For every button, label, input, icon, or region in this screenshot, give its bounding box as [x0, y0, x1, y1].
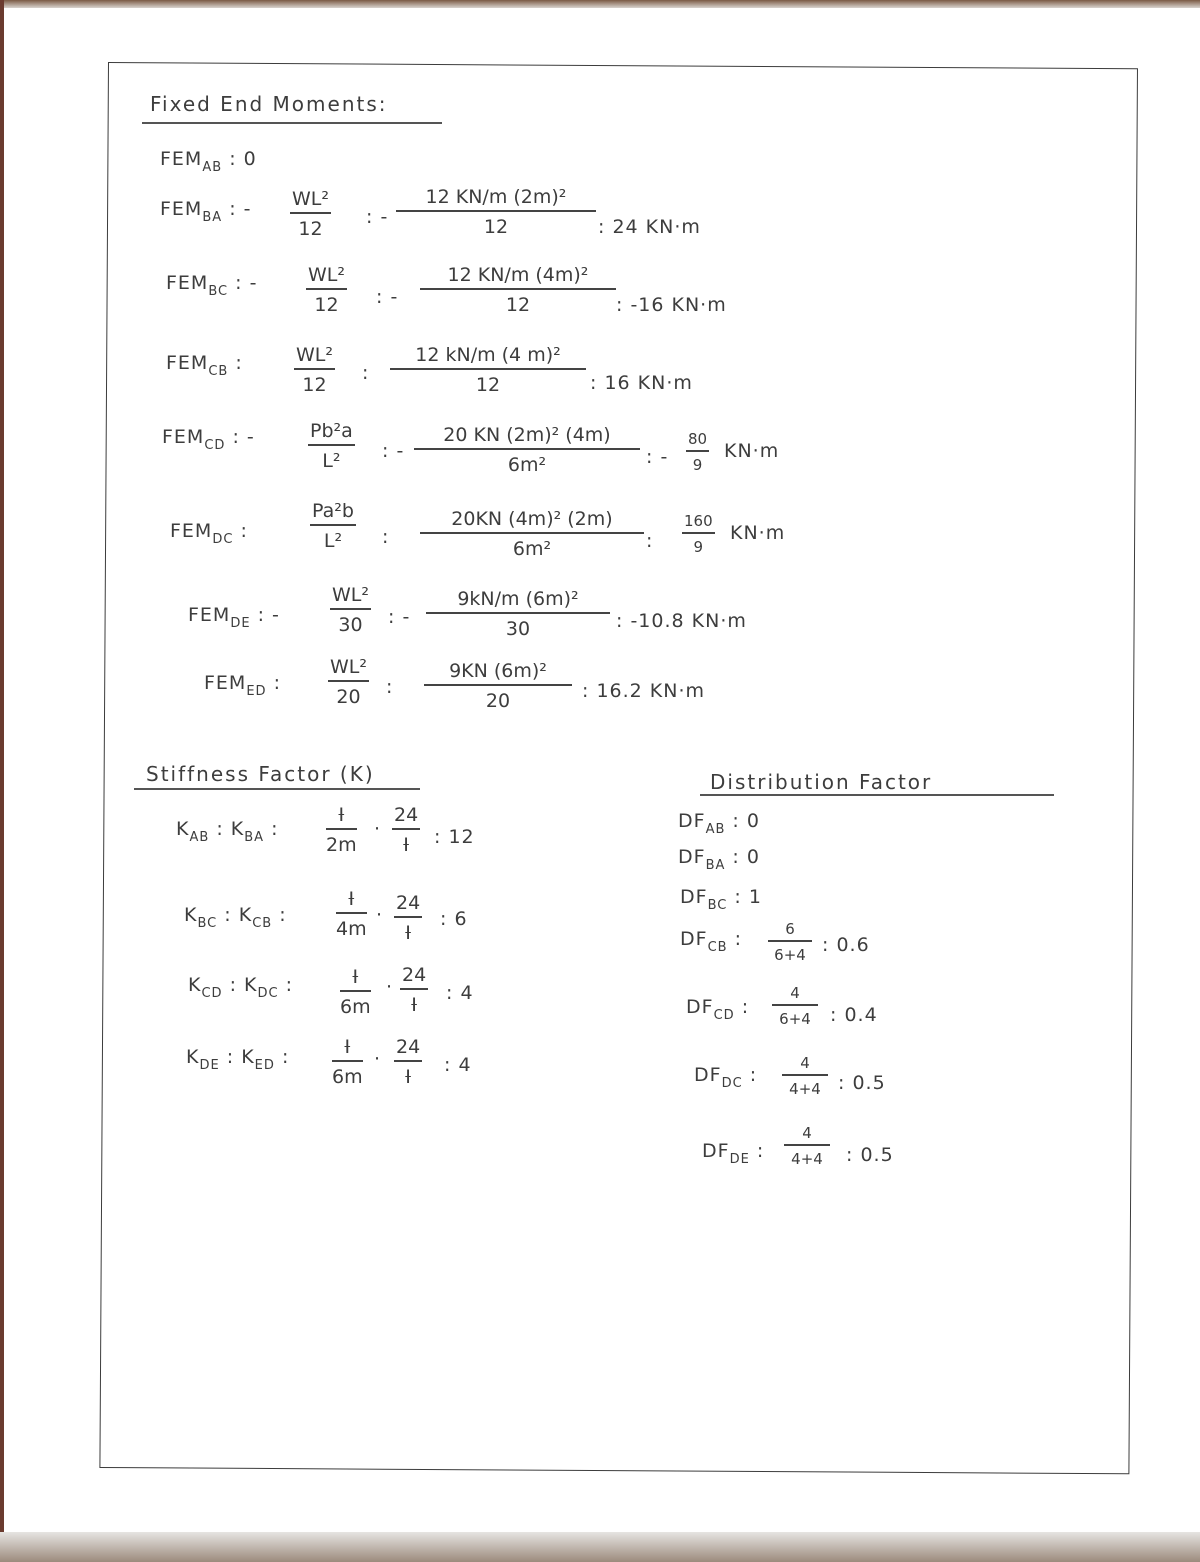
equals-sign: : -: [382, 440, 405, 462]
fem-cd-label: $FEM_{CD}$ : -: [162, 426, 255, 453]
multiply-dot: ·: [386, 976, 394, 998]
photo-edge-bottom: [0, 1532, 1200, 1562]
df-bc-row: $DF_{BC}$ : 1: [680, 886, 762, 913]
fem-cb-label: $FEM_{CB}$ :: [166, 352, 243, 379]
k-de-label: $K_{DE}$ : $K_{ED}$ :: [186, 1046, 290, 1073]
df-cd-fraction: 4 6+4: [772, 984, 818, 1028]
df-dc-fraction: 4 4+4: [782, 1054, 828, 1098]
df-dc-label: $DF_{DC}$ :: [694, 1064, 758, 1091]
fem-ed-formula: WL² 20: [330, 656, 367, 708]
section-title-stiffness-factor: Stiffness Factor (K): [146, 762, 375, 786]
df-ba-row: $DF_{BA}$ : 0: [678, 846, 760, 873]
fem-ba-substitution: 12 KN/m (2m)² 12: [396, 186, 596, 238]
df-de-result: : 0.5: [846, 1144, 894, 1166]
fem-ba-formula: WL² 12: [292, 188, 329, 240]
equals-sign: :: [382, 526, 390, 548]
fem-bc-label: $FEM_{BC}$ : -: [166, 272, 258, 299]
equals-sign: : -: [366, 206, 389, 228]
fem-subscript: AB: [202, 160, 223, 175]
multiply-dot: ·: [374, 818, 382, 840]
fem-dc-result-fraction: 160 9: [684, 512, 713, 556]
fem-de-result: : -10.8 KN·m: [616, 610, 747, 632]
equals-sign: : -: [376, 286, 399, 308]
fem-de-label: $FEM_{DE}$ : -: [188, 604, 280, 631]
result-sign: :: [646, 530, 654, 552]
fem-dc-formula: Pa²b L²: [312, 500, 354, 552]
df-cd-label: $DF_{CD}$ :: [686, 996, 750, 1023]
k-de-fraction-2: 24 I: [396, 1036, 421, 1088]
fem-bc-formula: WL² 12: [308, 264, 345, 316]
fem-cb-substitution: 12 kN/m (4 m)² 12: [390, 344, 586, 396]
df-cd-result: : 0.4: [830, 1004, 878, 1026]
fem-cd-result-fraction: 80 9: [688, 430, 708, 474]
df-cb-label: $DF_{CB}$ :: [680, 928, 743, 955]
fem-ab-row: [160, 148, 257, 175]
photo-edge-top: [0, 0, 1200, 8]
k-ab-label: $K_{AB}$ : $K_{BA}$ :: [176, 818, 279, 845]
equals-sign: :: [386, 676, 394, 698]
section-title-fixed-end-moments: Fixed End Moments:: [150, 92, 388, 116]
fem-dc-label: $FEM_{DC}$ :: [170, 520, 248, 547]
fem-cd-formula: Pb²a L²: [310, 420, 353, 472]
multiply-dot: ·: [374, 1048, 382, 1070]
fem-ba-result: : 24 KN·m: [598, 216, 701, 238]
fem-cb-result: : 16 KN·m: [590, 372, 693, 394]
fem-ed-result: : 16.2 KN·m: [582, 680, 706, 702]
fem-cb-formula: WL² 12: [296, 344, 333, 396]
k-de-fraction-1: I 6m: [332, 1036, 363, 1088]
k-bc-result: : 6: [440, 908, 468, 930]
fem-cd-substitution: 20 KN (2m)² (4m) 6m²: [414, 424, 640, 476]
k-ab-fraction-2: 24 I: [394, 804, 419, 856]
fem-dc-result-unit: KN·m: [730, 522, 786, 544]
fem-cd-result-unit: KN·m: [724, 440, 780, 462]
result-sign: : -: [646, 446, 669, 468]
fem-ed-label: $FEM_{ED}$ :: [204, 672, 282, 699]
k-de-result: : 4: [444, 1054, 472, 1076]
k-cd-result: : 4: [446, 982, 474, 1004]
df-ab-row: $DF_{AB}$ : 0: [678, 810, 760, 837]
fem-ed-substitution: 9KN (6m)² 20: [424, 660, 572, 712]
df-dc-result: : 0.5: [838, 1072, 886, 1094]
k-ab-result: : 12: [434, 826, 475, 848]
fem-value: : 0: [229, 148, 257, 170]
title-underline: [700, 794, 1054, 796]
fem-de-substitution: 9kN/m (6m)² 30: [426, 588, 610, 640]
df-de-label: $DF_{DE}$ :: [702, 1140, 765, 1167]
k-cd-label: $K_{CD}$ : $K_{DC}$ :: [188, 974, 294, 1001]
fem-dc-substitution: 20KN (4m)² (2m) 6m²: [420, 508, 644, 560]
fem-de-formula: WL² 30: [332, 584, 369, 636]
df-cb-fraction: 6 6+4: [768, 920, 812, 964]
section-title-distribution-factor: Distribution Factor: [710, 770, 933, 794]
fem-bc-substitution: 12 KN/m (4m)² 12: [420, 264, 616, 316]
k-bc-label: $K_{BC}$ : $K_{CB}$ :: [184, 904, 287, 931]
photo-edge-left: [0, 0, 4, 1562]
df-de-fraction: 4 4+4: [784, 1124, 830, 1168]
title-underline: [142, 122, 442, 124]
k-bc-fraction-1: I 4m: [336, 888, 367, 940]
fem-bc-result: : -16 KN·m: [616, 294, 727, 316]
fem-label: FEM: [160, 148, 203, 170]
k-cd-fraction-2: 24 I: [402, 964, 427, 1016]
equals-sign: :: [362, 362, 370, 384]
fem-ba-label: $FEM_{BA}$ : -: [160, 198, 252, 225]
equals-sign: : -: [388, 606, 411, 628]
title-underline: [134, 788, 420, 790]
k-bc-fraction-2: 24 I: [396, 892, 421, 944]
k-cd-fraction-1: I 6m: [340, 966, 371, 1018]
multiply-dot: ·: [376, 904, 384, 926]
k-ab-fraction-1: I 2m: [326, 804, 357, 856]
df-cb-result: : 0.6: [822, 934, 870, 956]
